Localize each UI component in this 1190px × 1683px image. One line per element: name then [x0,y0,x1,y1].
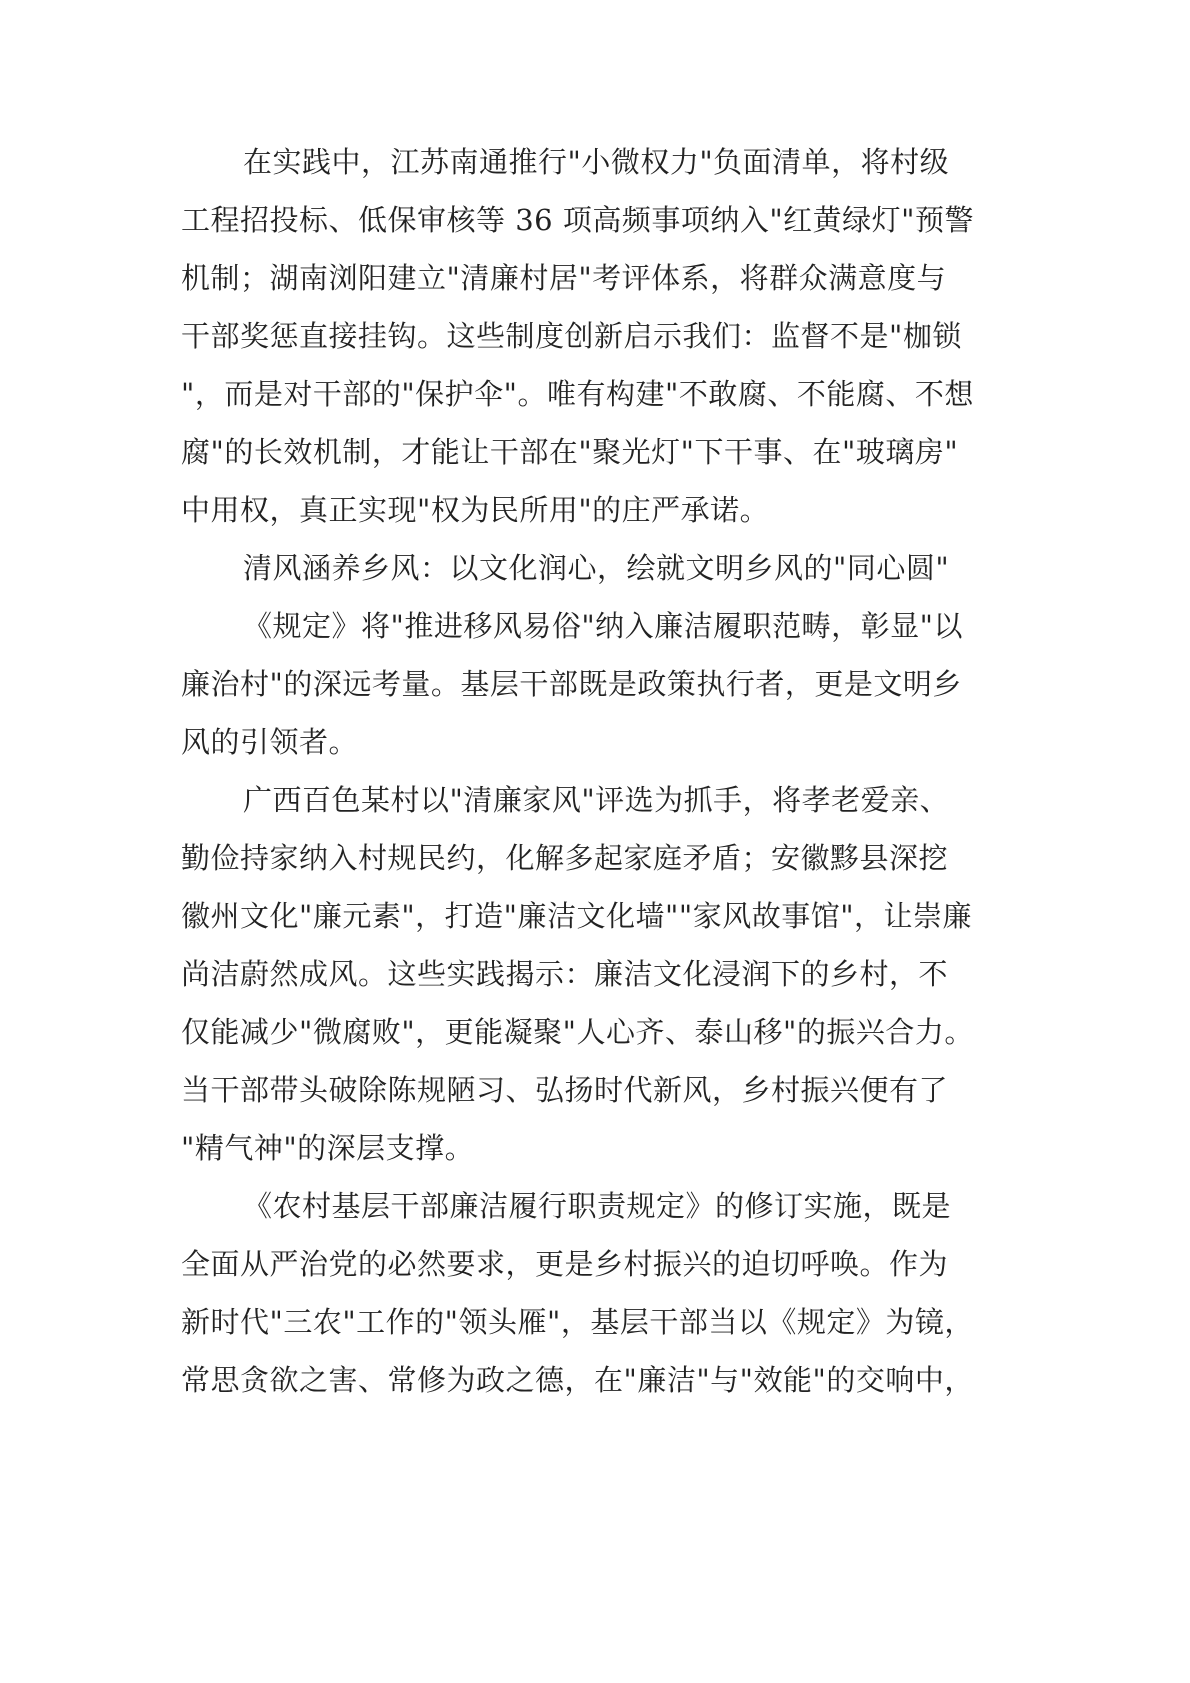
text-line: 风的引领者。 [181,725,359,759]
text-line: "精气神"的深层支撑。 [181,1131,475,1165]
text-line: 《规定》将"推进移风易俗"纳入廉洁履职范畴，彰显"以 [243,609,964,643]
text-line: "，而是对干部的"保护伞"。唯有构建"不敢腐、不能腐、不想 [181,377,974,411]
text-line: 徽州文化"廉元素"，打造"廉洁文化墙""家风故事馆"，让崇廉 [181,899,973,933]
text-line: 尚洁蔚然成风。这些实践揭示：廉洁文化浸润下的乡村，不 [181,957,949,991]
text-line: 全面从严治党的必然要求，更是乡村振兴的迫切呼唤。作为 [181,1247,949,1281]
text-line: 新时代"三农"工作的"领头雁"，基层干部当以《规定》为镜， [181,1305,974,1339]
text-line: 腐"的长效机制，才能让干部在"聚光灯"下干事、在"玻璃房" [181,435,959,469]
text-line: 仅能减少"微腐败"，更能凝聚"人心齐、泰山移"的振兴合力。 [181,1015,974,1049]
section-heading: 清风涵养乡风：以文化润心，绘就文明乡风的"同心圆" [243,551,950,585]
text-line: 工程招投标、低保审核等 36 项高频事项纳入"红黄绿灯"预警 [181,203,975,237]
text-line: 当干部带头破除陈规陋习、弘扬时代新风，乡村振兴便有了 [181,1073,949,1107]
text-line: 常思贪欲之害、常修为政之德，在"廉洁"与"效能"的交响中， [181,1363,974,1397]
text-line: 勤俭持家纳入村规民约，化解多起家庭矛盾；安徽黟县深挖 [181,841,949,875]
text-line: 在实践中，江苏南通推行"小微权力"负面清单，将村级 [243,145,950,179]
text-line: 廉治村"的深远考量。基层干部既是政策执行者，更是文明乡 [181,667,962,701]
text-line: 中用权，真正实现"权为民所用"的庄严承诺。 [181,493,770,527]
text-line: 机制；湖南浏阳建立"清廉村居"考评体系，将群众满意度与 [181,261,947,295]
text-line: 《农村基层干部廉洁履行职责规定》的修订实施，既是 [243,1189,952,1223]
text-line: 广西百色某村以"清廉家风"评选为抓手，将孝老爱亲、 [243,783,950,817]
text-line: 干部奖惩直接挂钩。这些制度创新启示我们：监督不是"枷锁 [181,319,962,353]
